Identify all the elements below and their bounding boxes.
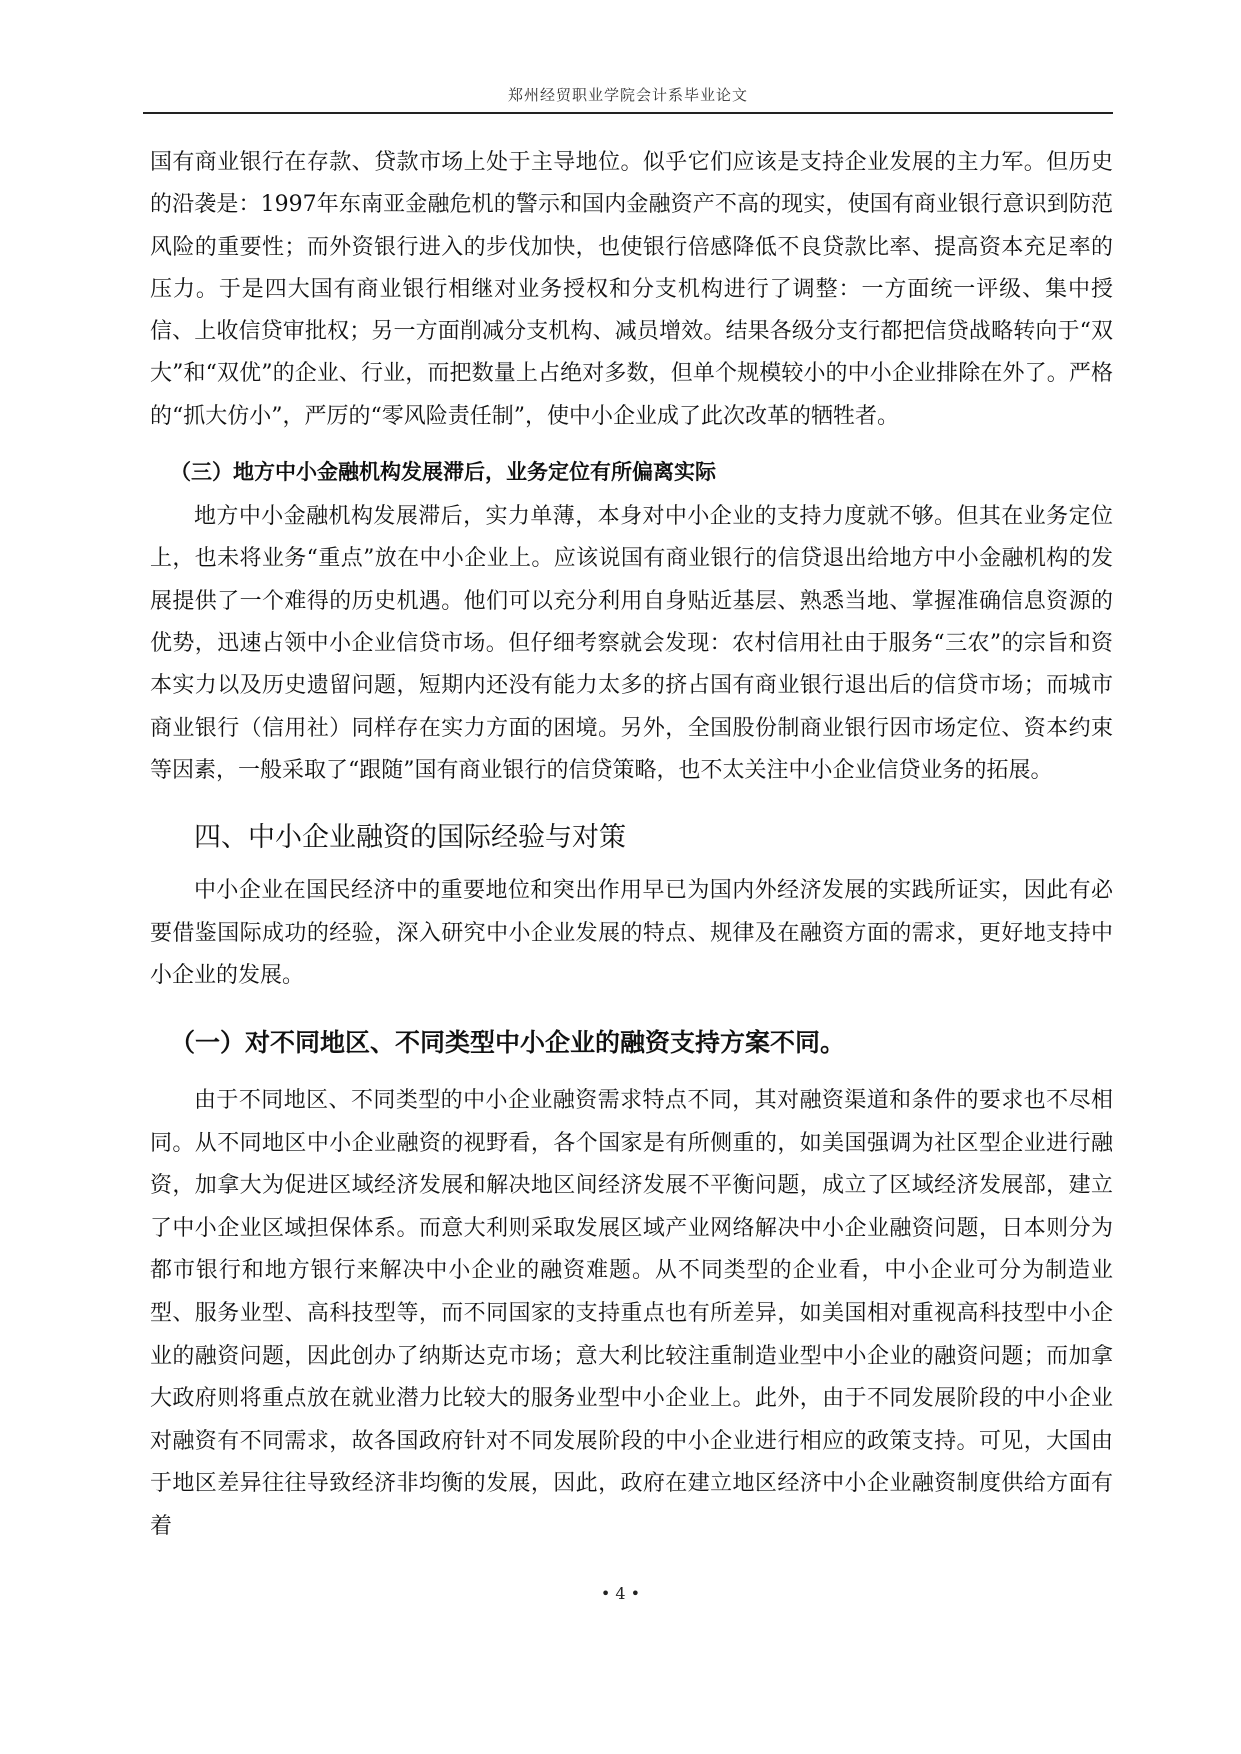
section-heading-international-experience: 四、中小企业融资的国际经验与对策 bbox=[194, 822, 626, 854]
paragraph-local-financial-institutions: 地方中小金融机构发展滞后，实力单薄，本身对中小企业的支持力度就不够。但其在业务定位上，也未将业务“重点”放在中小企业上。应该说国有商业银行的信贷退出给地方中小金融机构的发展提供了一个难得的历史机遇。他们可以充分利用自身贴近基层、熟悉当地、掌握准确信息资源的优势，迅速占领中小企业信贷市场。但仔细考察就会发现：农村信用社由于服务“三农”的宗旨和资本实力以及历史遗留问题，短期内还没有能力太多的挤占国有商业银行退出后的信贷市场；而城市商业银行（信用社）同样存在实力方面的困境。另外，全国股份制商业银行因市场定位、资本约束等因素，一般采取了“跟随”国有商业银行的信贷策略，也不太关注中小企业信贷业务的拓展。 bbox=[150, 504, 1113, 783]
subheading-regional-financing-plans: （一）对不同地区、不同类型中小企业的融资支持方案不同。 bbox=[170, 1027, 846, 1057]
page-number: • 4 • bbox=[600, 1584, 641, 1603]
paragraph-regional-financing-plans: 由于不同地区、不同类型的中小企业融资需求特点不同，其对融资渠道和条件的要求也不尽相同。从不同地区中小企业融资的视野看，各个国家是有所侧重的，如美国强调为社区型企业进行融资，加拿大为促进区域经济发展和解决地区间经济发展不平衡问题，成立了区域经济发展部，建立了中小企业区域担保体系。而意大利则采取发展区域产业网络解决中小企业融资问题，日本则分为都市银行和地方银行来解决中小企业的融资难题。从不同类型的企业看，中小企业可分为制造业型、服务业型、高科技型等，而不同国家的支持重点也有所差异，如美国相对重视高科技型中小企业的融资问题，因此创办了纳斯达克市场；意大利比较注重制造业型中小企业的融资问题；而加拿大政府则将重点放在就业潜力比较大的服务业型中小企业上。此外，由于不同发展阶段的中小企业对融资有不同需求，故各国政府针对不同发展阶段的中小企业进行相应的政策支持。可见，大国由于地区差异往往导致经济非均衡的发展，因此，政府在建立地区经济中小企业融资制度供给方面有着 bbox=[150, 1087, 1113, 1539]
document-body bbox=[150, 142, 1113, 1548]
paragraph-state-banks: 国有商业银行在存款、贷款市场上处于主导地位。似乎它们应该是支持企业发展的主力军。但历史的沿袭是：1997年东南亚金融危机的警示和国内金融资产不高的现实，使国有商业银行意识到防范风险的重要性；而外资银行进入的步伐加快，也使银行倍感降低不良贷款比率、提高资本充足率的压力。于是四大国有商业银行相继对业务授权和分支机构进行了调整：一方面统一评级、集中授信、上收信贷审批权；另一方面削减分支机构、减员增效。结果各级分支行都把信贷战略转向于“双大”和“双优”的企业、行业，而把数量上占绝对多数，但单个规模较小的中小企业排除在外了。严格的“抓大仿小”，严厉的“零风险责任制”，使中小企业成了此次改革的牺牲者。 bbox=[150, 150, 1113, 429]
header-rule bbox=[143, 112, 1113, 114]
subheading-local-financial-institutions: （三）地方中小金融机构发展滞后，业务定位有所偏离实际 bbox=[170, 460, 716, 485]
page-header: 郑州经贸职业学院会计系毕业论文 bbox=[507, 86, 748, 104]
paragraph-international-experience-intro: 中小企业在国民经济中的重要地位和突出作用早已为国内外经济发展的实践所证实，因此有必要借鉴国际成功的经验，深入研究中小企业发展的特点、规律及在融资方面的需求，更好地支持中小企业的发展。 bbox=[150, 878, 1113, 989]
